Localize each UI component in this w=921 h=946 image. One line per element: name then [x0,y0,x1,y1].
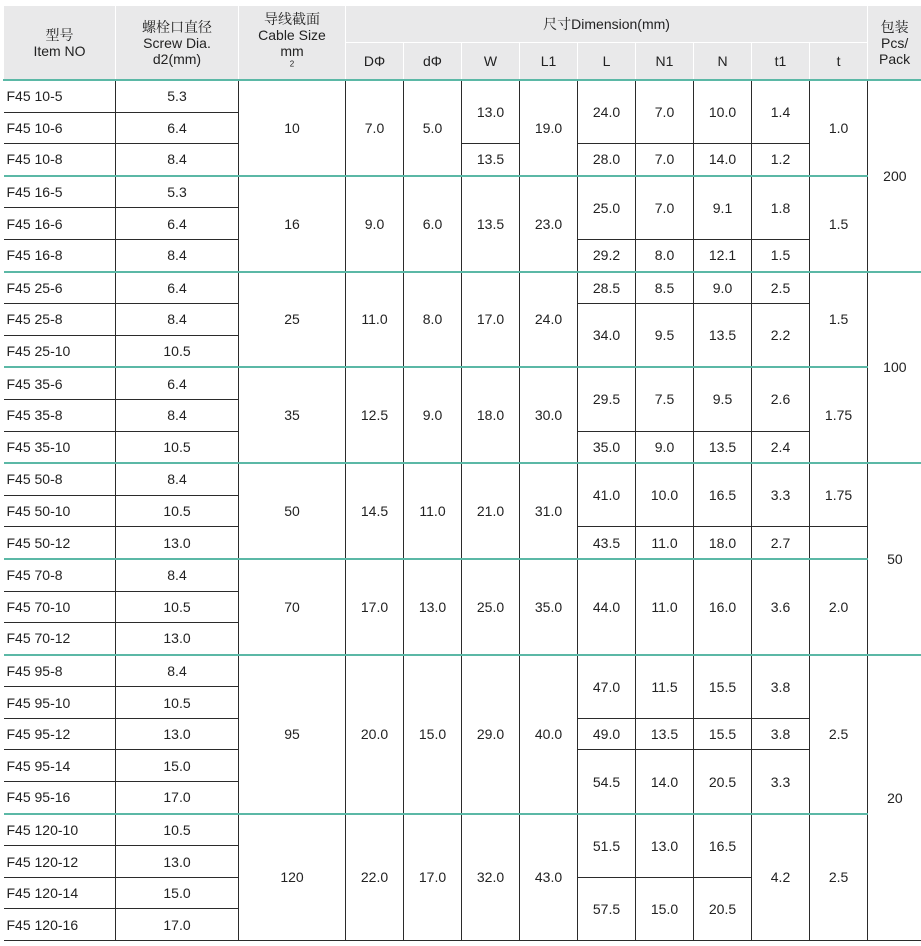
header-pack: 包装 Pcs/ Pack [868,6,921,81]
dimension-cell: 2.2 [752,304,810,368]
screw-dia-cell: 8.4 [116,399,239,431]
dimension-cell: 8.0 [404,272,462,368]
dimension-cell: 43.0 [520,814,578,941]
dimension-cell: 18.0 [462,367,520,463]
dimension-cell: 13.5 [462,144,520,176]
screw-dia-cell: 15.0 [116,877,239,909]
screw-dia-cell: 5.3 [116,176,239,208]
dimension-cell: 13.0 [462,80,520,144]
dimension-cell: 11.0 [404,463,462,559]
dimension-cell: 11.0 [636,527,694,559]
dimension-cell: 7.0 [636,176,694,240]
dimension-cell: 2.6 [752,367,810,431]
screw-dia-cell: 8.4 [116,144,239,176]
dimension-cell: 28.5 [578,272,636,304]
dimension-cell: 34.0 [578,304,636,368]
dimension-cell: 24.0 [520,272,578,368]
item-no-cell: F45 35-6 [4,367,116,399]
item-no-cell: F45 25-10 [4,335,116,367]
dimension-cell: 11.0 [346,272,404,368]
item-no-cell: F45 95-16 [4,782,116,814]
pack-qty-cell: 200 [868,80,921,272]
dimension-cell: 51.5 [578,814,636,878]
header-dim-n1: N1 [636,43,694,81]
dimension-cell: 9.0 [636,431,694,463]
screw-dia-cell: 6.4 [116,112,239,144]
screw-dia-cell: 10.5 [116,591,239,623]
item-no-cell: F45 10-6 [4,112,116,144]
pack-qty-cell: 50 [868,463,921,655]
dimension-cell: 25.0 [462,559,520,655]
dimension-cell: 9.1 [694,176,752,240]
dimension-cell: 9.0 [694,272,752,304]
dimension-cell: 16.5 [694,814,752,878]
dimension-cell: 15.0 [636,877,694,940]
dimension-cell: 49.0 [578,718,636,750]
dimension-cell: 9.5 [636,304,694,368]
table-row [4,144,921,176]
dimension-cell: 28.0 [578,144,636,176]
screw-dia-cell: 10.5 [116,814,239,846]
item-no-cell: F45 95-8 [4,655,116,687]
dimension-cell: 15.5 [694,718,752,750]
dimension-cell: 4.2 [752,814,810,941]
item-no-cell: F45 35-8 [4,399,116,431]
dimension-cell: 9.5 [694,367,752,431]
header-dim-d-phi-outer: DΦ [346,43,404,81]
dimension-cell: 35.0 [578,431,636,463]
dimension-cell: 9.0 [346,176,404,272]
dimension-cell: 2.5 [810,655,868,814]
dimension-cell: 47.0 [578,655,636,719]
screw-dia-cell: 6.4 [116,272,239,304]
screw-dia-cell: 8.4 [116,463,239,495]
screw-dia-cell: 8.4 [116,304,239,336]
item-no-cell: F45 16-8 [4,239,116,271]
item-no-cell: F45 120-14 [4,877,116,909]
table-row [4,463,921,495]
item-no-cell: F45 35-10 [4,431,116,463]
dimension-cell: 31.0 [520,463,578,559]
dimension-cell: 2.0 [810,559,868,655]
dimension-cell: 1.5 [810,272,868,368]
header-dim-l: L [578,43,636,81]
table-row [4,814,921,846]
dimension-cell: 23.0 [520,176,578,272]
dimension-cell: 15.0 [404,655,462,814]
dimension-cell: 16.5 [694,463,752,527]
dimension-cell: 54.5 [578,750,636,814]
dimension-cell: 9.0 [404,367,462,463]
dimension-cell: 3.6 [752,559,810,655]
header-dim-t1: t1 [752,43,810,81]
dimension-cell: 13.0 [636,814,694,878]
dimension-cell: 1.75 [810,463,868,527]
dimension-cell: 35.0 [520,559,578,655]
dimension-cell: 12.1 [694,239,752,271]
dimension-cell: 40.0 [520,655,578,814]
dimension-cell: 3.3 [752,750,810,814]
header-dim-l1: L1 [520,43,578,81]
screw-dia-cell: 5.3 [116,80,239,112]
cable-size-cell: 95 [239,655,346,814]
item-no-cell: F45 16-6 [4,208,116,240]
dimension-cell: 7.0 [636,80,694,144]
screw-dia-cell: 17.0 [116,909,239,941]
dimension-cell: 30.0 [520,367,578,463]
item-no-cell: F45 95-12 [4,718,116,750]
dimension-cell: 13.5 [694,304,752,368]
item-no-cell: F45 50-12 [4,527,116,559]
dimension-cell: 8.0 [636,239,694,271]
dimension-cell: 1.8 [752,176,810,240]
pack-qty-cell: 20 [868,655,921,941]
cable-size-cell: 120 [239,814,346,941]
dimension-cell: 32.0 [462,814,520,941]
table-row [4,176,921,208]
screw-dia-cell: 8.4 [116,655,239,687]
dimension-cell: 17.0 [462,272,520,368]
dimension-cell: 7.0 [636,144,694,176]
dimension-cell: 19.0 [520,80,578,176]
dimension-cell: 29.5 [578,367,636,431]
item-no-cell: F45 10-8 [4,144,116,176]
dimension-cell: 8.5 [636,272,694,304]
header-screw-dia: 螺栓口直径 Screw Dia. d2(mm) [116,6,239,81]
dimension-cell: 14.0 [636,750,694,814]
dimension-cell: 22.0 [346,814,404,941]
screw-dia-cell: 10.5 [116,495,239,527]
cable-size-cell: 35 [239,367,346,463]
header-item-no: 型号 Item NO [4,6,116,81]
dimension-cell: 3.3 [752,463,810,527]
dimension-cell: 14.5 [346,463,404,559]
dimension-cell: 13.5 [462,176,520,272]
table-row [4,272,921,304]
dimension-cell: 15.5 [694,655,752,719]
dimension-cell: 2.5 [810,814,868,941]
screw-dia-cell: 13.0 [116,846,239,878]
dimension-cell: 17.0 [346,559,404,655]
screw-dia-cell: 13.0 [116,718,239,750]
dimension-cell: 2.5 [752,272,810,304]
table-row [4,655,921,687]
screw-dia-cell: 10.5 [116,335,239,367]
table-row [4,367,921,399]
dimension-cell: 1.0 [810,80,868,176]
dimension-cell: 25.0 [578,176,636,240]
dimension-cell: 1.4 [752,80,810,144]
item-no-cell: F45 120-10 [4,814,116,846]
screw-dia-cell: 8.4 [116,559,239,591]
dimension-cell: 24.0 [578,80,636,144]
dimension-cell [810,527,868,559]
dimension-cell: 2.4 [752,431,810,463]
dimension-cell: 1.5 [810,176,868,272]
dimension-cell: 16.0 [694,559,752,655]
dimension-cell: 20.5 [694,750,752,814]
cable-size-cell: 70 [239,559,346,655]
item-no-cell: F45 120-16 [4,909,116,941]
screw-dia-cell: 6.4 [116,208,239,240]
dimension-cell: 29.2 [578,239,636,271]
header-dim-t: t [810,43,868,81]
pack-qty-cell: 100 [868,272,921,464]
dimension-cell: 20.5 [694,877,752,940]
item-no-cell: F45 16-5 [4,176,116,208]
item-no-cell: F45 50-8 [4,463,116,495]
screw-dia-cell: 6.4 [116,367,239,399]
item-no-cell: F45 120-12 [4,846,116,878]
dimension-cell: 7.0 [346,80,404,176]
dimension-cell: 43.5 [578,527,636,559]
header-dimension: 尺寸Dimension(mm) [346,6,868,43]
item-no-cell: F45 70-12 [4,623,116,655]
header-cable-size: 导线截面 Cable Size mm $^2$ [239,6,346,81]
dimension-cell: 18.0 [694,527,752,559]
item-no-cell: F45 95-14 [4,750,116,782]
dimension-cell: 3.8 [752,718,810,750]
item-no-cell: F45 25-6 [4,272,116,304]
dimension-cell: 5.0 [404,80,462,176]
dimension-cell: 3.8 [752,655,810,719]
dimension-cell: 17.0 [404,814,462,941]
screw-dia-cell: 13.0 [116,623,239,655]
dimension-cell: 20.0 [346,655,404,814]
dimension-cell: 2.7 [752,527,810,559]
cable-size-cell: 25 [239,272,346,368]
dimension-cell: 10.0 [636,463,694,527]
dimension-cell: 13.5 [636,718,694,750]
dimension-cell: 21.0 [462,463,520,559]
dimension-cell: 13.0 [404,559,462,655]
dimension-cell: 10.0 [694,80,752,144]
dimension-cell: 11.0 [636,559,694,655]
dimension-cell: 29.0 [462,655,520,814]
item-no-cell: F45 10-5 [4,80,116,112]
dimension-cell: 12.5 [346,367,404,463]
table-row [4,80,921,112]
screw-dia-cell: 17.0 [116,782,239,814]
dimension-cell: 7.5 [636,367,694,431]
dimension-cell: 11.5 [636,655,694,719]
item-no-cell: F45 50-10 [4,495,116,527]
dimension-cell: 1.2 [752,144,810,176]
cable-size-cell: 50 [239,463,346,559]
item-no-cell: F45 95-10 [4,687,116,719]
header-dim-w: W [462,43,520,81]
header-dim-d-phi-inner: dΦ [404,43,462,81]
screw-dia-cell: 8.4 [116,239,239,271]
header-dim-n: N [694,43,752,81]
dimension-cell: 13.5 [694,431,752,463]
cable-size-cell: 16 [239,176,346,272]
spec-table [3,5,921,941]
dimension-cell: 44.0 [578,559,636,655]
cable-size-cell: 10 [239,80,346,176]
item-no-cell: F45 70-8 [4,559,116,591]
table-row [4,559,921,591]
screw-dia-cell: 10.5 [116,431,239,463]
dimension-cell: 57.5 [578,877,636,940]
screw-dia-cell: 10.5 [116,687,239,719]
dimension-cell: 41.0 [578,463,636,527]
dimension-cell: 1.5 [752,239,810,271]
screw-dia-cell: 13.0 [116,527,239,559]
dimension-cell: 6.0 [404,176,462,272]
screw-dia-cell: 15.0 [116,750,239,782]
item-no-cell: F45 70-10 [4,591,116,623]
dimension-cell: 14.0 [694,144,752,176]
dimension-cell: 1.75 [810,367,868,463]
item-no-cell: F45 25-8 [4,304,116,336]
